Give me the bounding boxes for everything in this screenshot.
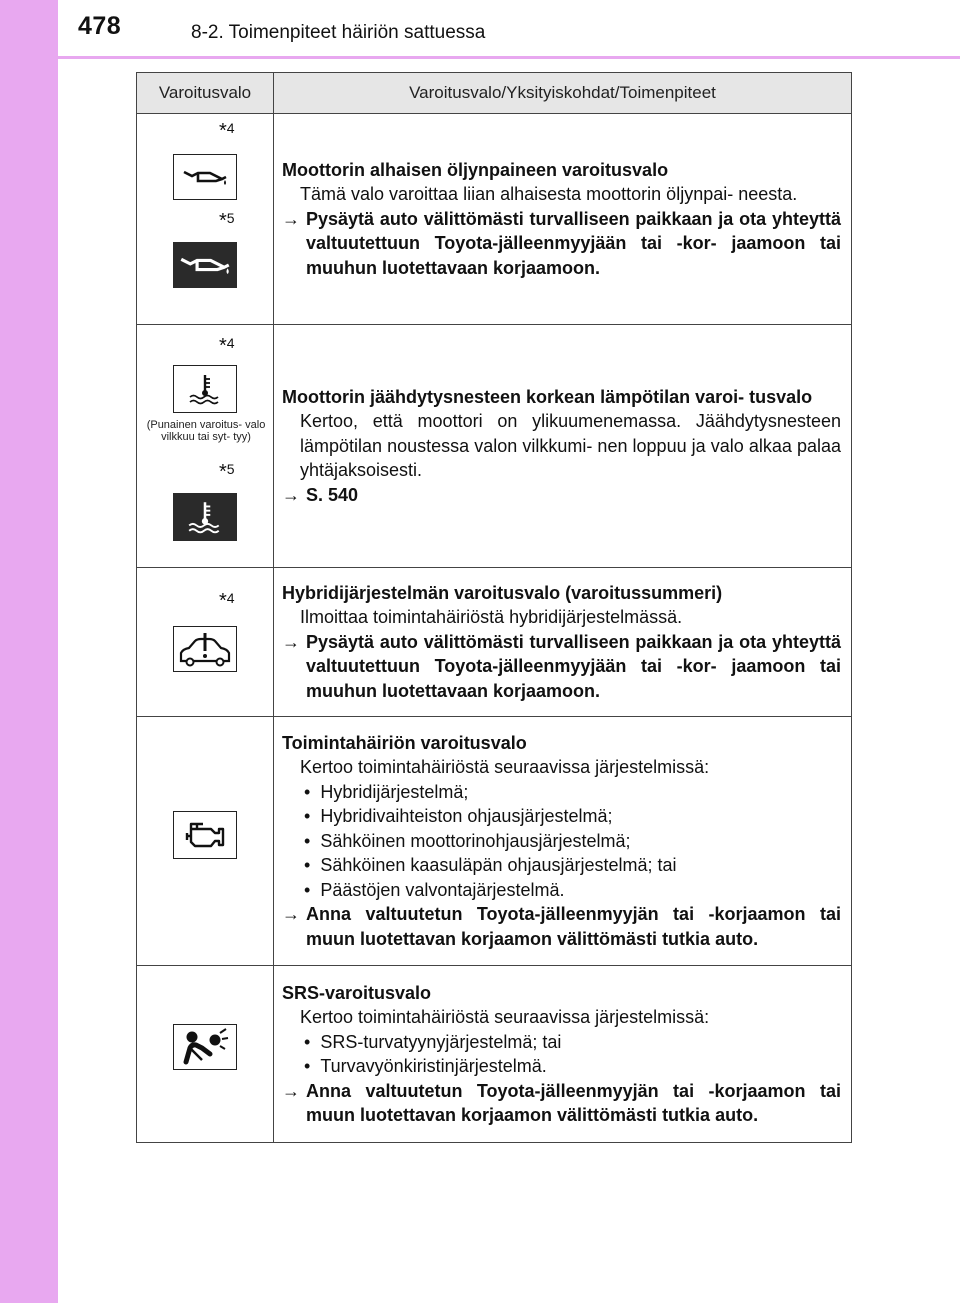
row-description <box>274 568 852 717</box>
table-row-coolant <box>137 325 852 568</box>
footnote-marker-5: *5 <box>219 461 235 483</box>
footnote-marker-4: *4 <box>219 335 235 357</box>
table-row-hybrid-system <box>137 568 852 717</box>
table-row-malfunction <box>137 717 852 966</box>
page-number: 478 <box>78 12 122 40</box>
row-action: → Anna valtuutetun Toyota-jälleenmyyjän tai -korjaamon tai muun luotettavan korjaamon välittömästi tutkia auto. <box>282 904 841 949</box>
hybrid-system-warning-icon <box>173 626 237 672</box>
footnote-marker-4: *4 <box>219 120 235 142</box>
row-title: SRS-varoitusvalo <box>282 982 432 1003</box>
row-description <box>274 966 852 1143</box>
icon-cell <box>137 717 274 966</box>
row-description <box>274 717 852 966</box>
list-item: • Sähköinen moottorinohjausjärjestelmä; <box>304 830 631 851</box>
icon-cell <box>137 568 274 717</box>
check-engine-icon <box>173 811 237 859</box>
row-description <box>274 114 852 325</box>
header-rule <box>58 56 960 59</box>
warning-light-table <box>136 72 852 1143</box>
row-action: → Anna valtuutetun Toyota-jälleenmyyjän tai -korjaamon tai muun luotettavan korjaamon välittömästi tutkia auto. <box>282 1080 841 1125</box>
table-header-row <box>137 73 852 114</box>
section-title: 8-2. Toimenpiteet häiriön sattuessa <box>191 22 486 43</box>
footnote-marker-4: *4 <box>219 590 235 612</box>
header-details: Varoitusvalo/Yksityiskohdat/Toimenpiteet <box>274 73 852 114</box>
row-text: Ilmoittaa toimintahäiriöstä hybridijärjestelmässä. <box>300 607 683 628</box>
row-action: → Pysäytä auto välittömästi turvalliseen paikkaan ja ota yhteyttä valtuutettuun Toyota-jälleenmyyjään tai -kor- jaamoon tai muuhun luotettavaan korjaamoon. <box>282 208 841 278</box>
row-text: Kertoo toimintahäiriöstä seuraavissa järjestelmissä: <box>300 757 710 778</box>
row-title: Hybridijärjestelmän varoitusvalo (varoitussummeri) <box>282 582 723 603</box>
icon-cell <box>137 325 274 568</box>
coolant-temperature-dark-icon <box>173 493 237 541</box>
list-item: • SRS-turvatyynyjärjestelmä; tai <box>304 1031 562 1052</box>
row-text: Tämä valo varoittaa liian alhaisesta moottorin öljynpai- neesta. <box>300 184 798 205</box>
list-item: • Hybridijärjestelmä; <box>304 781 469 802</box>
list-item: • Hybridivaihteiston ohjausjärjestelmä; <box>304 806 613 827</box>
list-item: • Sähköinen kaasuläpän ohjausjärjestelmä; tai <box>304 855 677 876</box>
arrow-icon: → <box>282 1080 300 1101</box>
table-row-srs <box>137 966 852 1143</box>
row-title: Moottorin alhaisen öljynpaineen varoitusvalo <box>282 159 669 180</box>
row-description <box>274 325 852 568</box>
arrow-icon: → <box>282 904 300 925</box>
arrow-icon: → <box>282 631 300 652</box>
table-row-oil-pressure <box>137 114 852 325</box>
icon-caption: (Punainen varoitus- valo vilkkuu tai syt- tyy) <box>146 419 266 443</box>
row-action: → Pysäytä auto välittömästi turvalliseen paikkaan ja ota yhteyttä valtuutettuun Toyota-jälleenmyyjään tai -kor- jaamoon tai muuhun luotettavaan korjaamoon. <box>282 631 841 701</box>
arrow-icon: → <box>282 484 300 505</box>
row-title: Moottorin jäähdytysnesteen korkean lämpötilan varoi- tusvalo <box>282 386 813 407</box>
arrow-icon: → <box>282 208 300 229</box>
icon-cell <box>137 114 274 325</box>
oil-pressure-icon <box>173 154 237 200</box>
srs-airbag-icon <box>173 1024 237 1070</box>
icon-cell <box>137 966 274 1143</box>
coolant-temperature-icon <box>173 365 237 413</box>
row-text: Kertoo, että moottori on ylikuumenemassa. Jäähdytysnesteen lämpötilan noustessa valon vilkkumi- nen loppuu ja valo alkaa palaa yhtäjaksoisesti. <box>300 411 841 481</box>
row-action: → S. 540 <box>282 483 841 508</box>
footnote-marker-5: *5 <box>219 210 235 232</box>
list-item: • Turvavyönkiristinjärjestelmä. <box>304 1056 547 1076</box>
list-item: • Päästöjen valvontajärjestelmä. <box>304 879 565 900</box>
oil-pressure-dark-icon <box>173 242 237 288</box>
side-tab-band <box>0 0 58 1303</box>
row-title: Toimintahäiriön varoitusvalo <box>282 732 527 753</box>
row-text: Kertoo toimintahäiriöstä seuraavissa järjestelmissä: <box>300 1007 710 1027</box>
header-warning-light: Varoitusvalo <box>137 73 274 114</box>
